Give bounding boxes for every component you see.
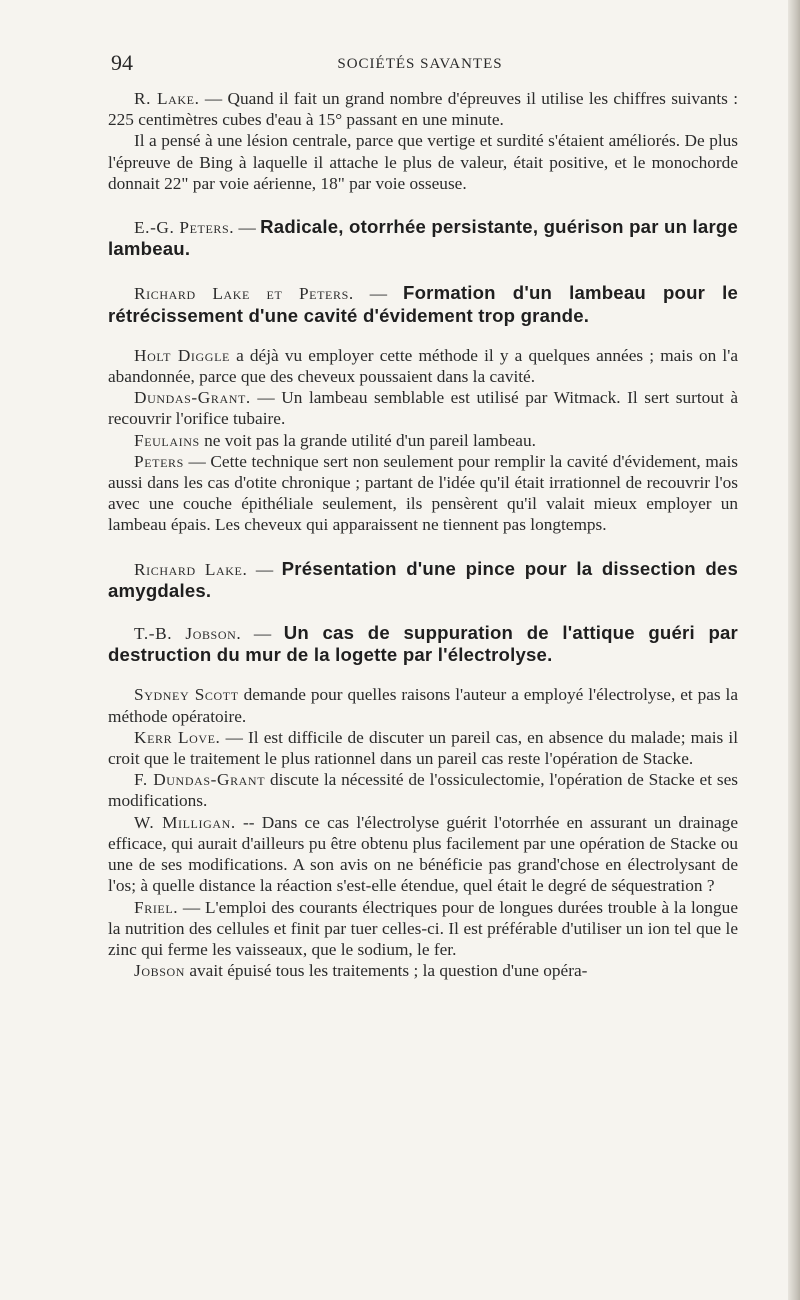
paragraph-dundas-grant: Dundas-Grant. — Un lambeau semblable est utilisé par Witmack. Il sert surtout à recouvrir l'orifice tubaire. — [108, 388, 738, 429]
paragraph-friel: Friel. — L'emploi des courants électriques pour de longues durées trouble à la longue la nutrition des cellules et finit par tuer celles-ci. Il est préférable d'utiliser un ion tel que le zinc qui ferme les vaisseaux, que le sodium, le fer. — [108, 897, 738, 959]
communication-lake-peters: Richard Lake et Peters. — Formation d'un lambeau pour le rétrécissement d'une cavité d'évidement trop grande. — [108, 282, 739, 326]
paragraph-text: ne voit pas la grande utilité d'un pareil lambeau. — [204, 430, 536, 450]
speaker: Sydney Scott — [134, 685, 239, 705]
paragraph-kerr-love: Kerr Love. — Il est difficile de discuter un pareil cas, en absence du malade; mais il croit que le traitement le plus rationnel dans un pareil cas reste l'opération de Stacke. — [108, 727, 738, 769]
paragraph-peters: Peters — Cette technique sert non seulement pour remplir la cavité d'évidement, mais aussi dans les cas d'otite chronique ; partant de l'idée qu'il était irrationnel de recouvrir l'os avec une couche épithéliale seulement, ils pensèrent qu'il valait mieux employer un lambeau épais. Les cheveux qui apparaissent ne tiennent pas longtemps. — [108, 451, 738, 535]
communication-title: Un cas de suppuration de l'attique guéri par destruction du mur de la logette par l'électrolyse. — [108, 622, 738, 666]
paragraph-jobson — [108, 960, 738, 981]
paragraph-sydney-scott — [108, 684, 738, 726]
speaker: Jobson — [134, 961, 186, 981]
paragraph-diggle — [108, 345, 738, 387]
communication-lake-pince: Richard Lake. — Présentation d'une pince pour la dissection des amygdales. — [108, 557, 739, 601]
speaker: E.-G. Peters. — [134, 218, 235, 238]
paragraph-text: Cette technique sert non seulement pour remplir la cavité d'évidement, mais aussi dans les cas d'otite chronique ; partant de l'idée qu'il était irrationnel de recouvrir l'os avec une couche épithéliale seulement, ils pensèrent qu'il valait mieux employer un lambeau épais. Les cheveux qui apparaissent ne tiennent pas longtemps. — [108, 451, 738, 535]
communication-jobson: T.-B. Jobson. — Un cas de suppuration de l'attique guéri par destruction du mur de la logette par l'électrolyse. — [108, 622, 738, 666]
speaker: Holt Diggle — [134, 345, 230, 365]
page-header — [108, 50, 732, 80]
speaker: T.-B. Jobson. — [134, 624, 242, 644]
page-body — [108, 88, 738, 981]
page-edge-shadow — [788, 0, 800, 1300]
paragraph-text: demande pour quelles raisons l'auteur a employé l'électrolyse, et pas la méthode opératoire. — [108, 685, 738, 726]
speaker: F. Dundas-Grant — [134, 770, 266, 790]
paragraph-text: Un lambeau semblable est utilisé par Witmack. Il sert surtout à recouvrir l'orifice tubaire. — [108, 388, 738, 429]
communication-title: Radicale, otorrhée persistante, guérison par un large lambeau. — [108, 216, 738, 260]
paragraph-text: L'emploi des courants électriques pour de longues durées trouble à la longue la nutrition des cellules et finit par tuer celles-ci. Il est préférable d'utiliser un ion tel que le zinc qui ferme les vaisseaux, que le sodium, le fer. — [108, 897, 738, 959]
communication-title: Formation d'un lambeau pour le rétrécissement d'une cavité d'évidement trop grande. — [108, 282, 739, 326]
paragraph-feulains — [108, 430, 738, 451]
paragraph-text: Il a pensé à une lésion centrale, parce que vertige et surdité s'étaient améliorés. De plus l'épreuve de Bing à laquelle il attache le plus de valeur, était positive, et le monochorde donnait 22" par voie aérienne, 18" par voie osseuse. — [108, 131, 738, 193]
speaker: Friel. — [134, 897, 179, 917]
paragraph-text: Dans ce cas l'électrolyse guérit l'otorrhée en assurant un drainage efficace, qui aurait d'ailleurs pu être obtenu plus facilement par une opération de Stacke ou une de ses modifications. A son avis on ne bénéficie pas grand'chose en électrolysant de l'os; à quelle distance la réaction s'est-elle étendue, quel était le degré de séquestration ? — [108, 812, 738, 896]
communication-peters: E.-G. Peters. — Radicale, otorrhée persistante, guérison par un large lambeau. — [108, 216, 738, 260]
paragraph-text: discute la nécessité de l'ossiculectomie, l'opération de Stacke et ses modifications. — [108, 770, 738, 811]
paragraph-text: Il est difficile de discuter un pareil cas, en absence du malade; mais il croit que le traitement le plus rationnel dans un pareil cas reste l'opération de Stacke. — [108, 727, 738, 769]
speaker: Kerr Love. — [134, 727, 221, 747]
speaker: Peters — [134, 451, 184, 471]
communication-title: Présentation d'une pince pour la dissection des amygdales. — [108, 557, 739, 601]
speaker: Richard Lake. — [134, 559, 248, 579]
paragraph-text: avait épuisé tous les traitements ; la question d'une opéra- — [189, 961, 588, 981]
page-number: 94 — [111, 50, 133, 75]
paragraph-lake-figures: R. Lake. — Quand il fait un grand nombre d'épreuves il utilise les chiffres suivants : 225 centimètres cubes d'eau à 15° passant en une minute. — [108, 89, 739, 130]
speaker: W. Milligan. — [134, 812, 236, 832]
paragraph-milligan: W. Milligan. -- Dans ce cas l'électrolyse guérit l'otorrhée en assurant un drainage efficace, qui aurait d'ailleurs pu être obtenu plus facilement par une opération de Stacke ou une de ses modifications. A son avis on ne bénéficie pas grand'chose en électrolysant de l'os; à quelle distance la réaction s'est-elle étendue, quel était le degré de séquestration ? — [108, 812, 738, 896]
paragraph-text: Quand il fait un grand nombre d'épreuves il utilise les chiffres suivants : 225 centimètres cubes d'eau à 15° passant en une minute. — [108, 89, 739, 130]
speaker: Richard Lake et Peters. — [134, 284, 354, 304]
paragraph-lake-lesion — [108, 130, 738, 194]
speaker: Dundas-Grant. — [134, 388, 251, 408]
running-title: SOCIÉTÉS SAVANTES — [337, 56, 503, 72]
paragraph-text: a déjà vu employer cette méthode il y a quelques années ; mais on l'a abandonnée, parce que des cheveux poussaient dans la cavité. — [108, 345, 739, 387]
speaker: R. Lake. — [134, 89, 200, 108]
paragraph-f-dundas-grant — [108, 769, 738, 811]
speaker: Feulains — [134, 430, 200, 450]
